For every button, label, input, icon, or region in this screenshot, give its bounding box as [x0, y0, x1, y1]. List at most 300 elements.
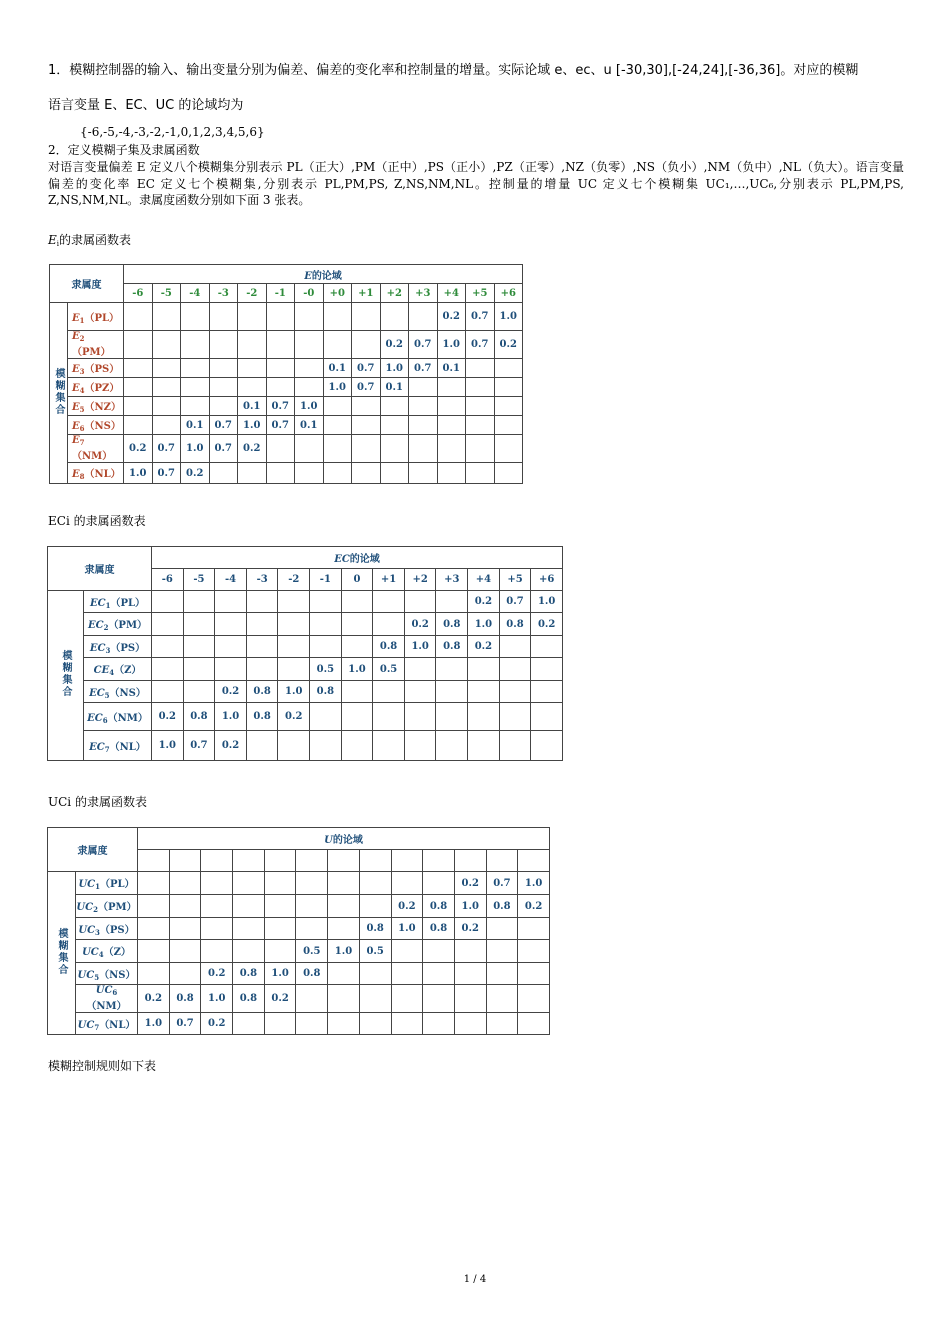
table_uc-tick-label — [264, 850, 296, 872]
table_ec-set-name: $EC_7(NL)$ — [84, 731, 152, 761]
table_uc-tick-label — [486, 850, 518, 872]
membership-cell: 0.1 — [238, 397, 267, 416]
table_uc-set-name: $UC_7(NL)$ — [76, 1013, 138, 1035]
table_ec-set-name: $EC_6(NM)$ — [84, 703, 152, 731]
domain-set: {-6,-5,-4,-3,-2,-1,0,1,2,3,4,5,6} — [80, 125, 265, 139]
table_uc-tick-label — [454, 850, 486, 872]
membership-cell: 0.2 — [201, 1013, 233, 1035]
table_e-tick-label: +1 — [352, 284, 381, 303]
table_ec-tick-label: -3 — [246, 569, 278, 591]
table_e-side-label: 模糊集合 — [50, 303, 68, 484]
table_uc-set-name: $UC_4(Z)$ — [76, 940, 138, 963]
membership-cell — [295, 435, 324, 463]
membership-cell — [518, 918, 550, 940]
membership-cell — [266, 463, 295, 484]
membership-cell — [209, 303, 238, 331]
membership-cell — [409, 435, 438, 463]
table_e-tick-label: +0 — [323, 284, 352, 303]
table_uc-tick-label — [328, 850, 360, 872]
table-e-membership — [49, 264, 523, 484]
table_ec-tick-label: -4 — [215, 569, 247, 591]
table_uc-tick-label — [296, 850, 328, 872]
table-row — [48, 895, 550, 918]
membership-cell — [468, 658, 500, 681]
membership-cell — [152, 636, 184, 658]
membership-cell — [436, 731, 468, 761]
membership-cell — [169, 895, 201, 918]
membership-cell — [499, 658, 531, 681]
membership-cell — [341, 703, 373, 731]
membership-cell — [183, 591, 215, 613]
membership-cell — [499, 731, 531, 761]
table_e-tick-label: +2 — [380, 284, 409, 303]
membership-cell — [328, 963, 360, 985]
membership-cell — [296, 1013, 328, 1035]
membership-cell — [233, 918, 265, 940]
table_e-set-name: $E_2(PM)$ — [68, 331, 124, 359]
membership-cell — [466, 463, 495, 484]
membership-cell — [295, 331, 324, 359]
membership-cell: 1.0 — [215, 703, 247, 731]
membership-cell — [138, 963, 170, 985]
membership-cell — [233, 895, 265, 918]
membership-cell: 0.2 — [494, 331, 523, 359]
table_uc-tick-label — [169, 850, 201, 872]
table_ec-tick-label: -2 — [278, 569, 310, 591]
membership-cell: 0.2 — [468, 591, 500, 613]
membership-cell: 1.0 — [124, 463, 153, 484]
membership-cell — [238, 331, 267, 359]
membership-cell — [138, 940, 170, 963]
table-row — [50, 378, 523, 397]
table-row — [50, 416, 523, 435]
membership-cell — [295, 359, 324, 378]
membership-cell — [323, 303, 352, 331]
membership-cell — [518, 985, 550, 1013]
table-row — [48, 731, 563, 761]
membership-cell — [152, 359, 181, 378]
membership-cell — [391, 985, 423, 1013]
membership-cell — [233, 940, 265, 963]
table_uc-tick-label — [518, 850, 550, 872]
membership-cell — [359, 872, 391, 895]
membership-cell — [409, 378, 438, 397]
membership-cell — [310, 731, 342, 761]
membership-cell — [359, 895, 391, 918]
membership-cell — [238, 463, 267, 484]
membership-cell — [266, 435, 295, 463]
membership-cell: 1.0 — [201, 985, 233, 1013]
membership-cell — [124, 359, 153, 378]
membership-cell: 0.1 — [437, 359, 466, 378]
membership-cell: 0.2 — [152, 703, 184, 731]
membership-cell: 0.5 — [373, 658, 405, 681]
membership-cell — [454, 985, 486, 1013]
membership-cell — [352, 303, 381, 331]
membership-cell — [359, 985, 391, 1013]
membership-cell: 0.7 — [152, 435, 181, 463]
membership-cell — [380, 435, 409, 463]
membership-cell: 0.8 — [359, 918, 391, 940]
membership-cell — [373, 613, 405, 636]
membership-cell: 0.8 — [486, 895, 518, 918]
membership-cell — [531, 636, 563, 658]
membership-cell — [152, 303, 181, 331]
table_e-set-name: $E_1(PL)$ — [68, 303, 124, 331]
table_e-set-name: $E_8(NL)$ — [68, 463, 124, 484]
membership-cell: 1.0 — [341, 658, 373, 681]
membership-cell: 1.0 — [328, 940, 360, 963]
membership-cell — [238, 359, 267, 378]
table_e-tick-label: +5 — [466, 284, 495, 303]
membership-cell — [152, 378, 181, 397]
membership-cell: 0.8 — [423, 895, 455, 918]
membership-cell — [454, 963, 486, 985]
membership-cell: 0.2 — [138, 985, 170, 1013]
table_ec-set-name: $EC_5(NS)$ — [84, 681, 152, 703]
table_ec-set-name: $CE_4(Z)$ — [84, 658, 152, 681]
membership-cell — [486, 963, 518, 985]
membership-cell: 0.5 — [310, 658, 342, 681]
section-2-paragraph: 对语言变量偏差 E 定义八个模糊集分别表示 PL（正大）,PM（正中）,PS（正小）,PZ（正零）,NZ（负零）,NS（负小）,NM（负中）,NL（负大）。语言变量偏差的变化率 EC 定义七个模糊集,分别表示 PL,PM,PS, Z,NS,NM,NL。控制量的增量 UC 定义七个模糊集 UC₁,…,UC₆,分别表示 PL,PM,PS, Z,NS,NM,NL。隶属度函数分别如下面 3 张表。 — [48, 160, 904, 207]
membership-cell — [454, 1013, 486, 1035]
membership-cell — [264, 872, 296, 895]
table-row — [48, 872, 550, 895]
membership-cell — [124, 331, 153, 359]
membership-cell — [423, 872, 455, 895]
membership-cell: 1.0 — [518, 872, 550, 895]
table_e-tick-label: -6 — [124, 284, 153, 303]
membership-cell — [423, 985, 455, 1013]
membership-cell — [296, 872, 328, 895]
membership-cell: 0.2 — [201, 963, 233, 985]
membership-cell: 1.0 — [278, 681, 310, 703]
membership-cell — [323, 416, 352, 435]
table_ec-tick-label: +1 — [373, 569, 405, 591]
membership-cell — [138, 872, 170, 895]
membership-cell: 0.2 — [468, 636, 500, 658]
membership-cell: 0.2 — [215, 731, 247, 761]
table_ec-set-name: $EC_2(PM)$ — [84, 613, 152, 636]
section-2-heading: 2．定义模糊子集及隶属函数 — [48, 143, 200, 157]
membership-cell — [296, 895, 328, 918]
membership-cell: 1.0 — [138, 1013, 170, 1035]
table_ec-set-name: $EC_1(PL)$ — [84, 591, 152, 613]
membership-cell — [238, 303, 267, 331]
membership-cell: 0.8 — [296, 963, 328, 985]
membership-cell: 0.2 — [437, 303, 466, 331]
table_ec-corner-label: 隶属度 — [48, 547, 152, 591]
membership-cell: 1.0 — [323, 378, 352, 397]
table_uc-tick-label — [233, 850, 265, 872]
membership-cell — [246, 658, 278, 681]
membership-cell — [466, 416, 495, 435]
table_e-tick-label: -3 — [209, 284, 238, 303]
membership-cell — [404, 681, 436, 703]
table_uc-set-name: $UC_6(NM)$ — [76, 985, 138, 1013]
membership-cell — [380, 463, 409, 484]
membership-cell: 1.0 — [468, 613, 500, 636]
membership-cell — [323, 463, 352, 484]
table-row — [48, 681, 563, 703]
membership-cell — [181, 397, 210, 416]
membership-cell — [466, 397, 495, 416]
membership-cell: 1.0 — [454, 895, 486, 918]
membership-cell — [209, 397, 238, 416]
membership-cell — [181, 378, 210, 397]
membership-cell: 0.2 — [404, 613, 436, 636]
membership-cell — [531, 703, 563, 731]
membership-cell — [201, 872, 233, 895]
membership-cell — [494, 359, 523, 378]
membership-cell — [323, 397, 352, 416]
membership-cell — [323, 435, 352, 463]
membership-cell — [436, 703, 468, 731]
table_ec-tick-label: -5 — [183, 569, 215, 591]
membership-cell: 0.8 — [499, 613, 531, 636]
membership-cell — [209, 378, 238, 397]
membership-cell — [499, 703, 531, 731]
membership-cell — [404, 731, 436, 761]
membership-cell: 0.7 — [466, 331, 495, 359]
table_ec-tick-label: -6 — [152, 569, 184, 591]
table-row — [48, 1013, 550, 1035]
table_ec-tick-label: +5 — [499, 569, 531, 591]
membership-cell — [391, 940, 423, 963]
membership-cell: 0.7 — [499, 591, 531, 613]
membership-cell — [468, 703, 500, 731]
membership-cell — [264, 1013, 296, 1035]
table-row — [48, 658, 563, 681]
membership-cell — [494, 435, 523, 463]
membership-cell — [531, 731, 563, 761]
table_e-set-name: $E_3(PS)$ — [68, 359, 124, 378]
membership-cell — [437, 378, 466, 397]
membership-cell — [310, 591, 342, 613]
membership-cell — [409, 463, 438, 484]
membership-cell — [518, 963, 550, 985]
membership-cell: 0.2 — [264, 985, 296, 1013]
membership-cell — [341, 636, 373, 658]
table_uc-set-name: $UC_1(PL)$ — [76, 872, 138, 895]
table-row — [48, 963, 550, 985]
membership-cell: 1.0 — [404, 636, 436, 658]
table_uc-tick-label — [391, 850, 423, 872]
membership-cell: 1.0 — [181, 435, 210, 463]
membership-cell — [391, 1013, 423, 1035]
membership-cell — [310, 613, 342, 636]
membership-cell — [152, 397, 181, 416]
page-number: 1 / 4 — [463, 1274, 487, 1285]
membership-cell — [183, 636, 215, 658]
table-row — [50, 359, 523, 378]
membership-cell — [169, 918, 201, 940]
table_e-tick-label: +4 — [437, 284, 466, 303]
membership-cell: 0.2 — [531, 613, 563, 636]
membership-cell — [201, 895, 233, 918]
membership-cell — [278, 658, 310, 681]
membership-cell — [409, 416, 438, 435]
membership-cell — [486, 918, 518, 940]
membership-cell — [352, 416, 381, 435]
membership-cell — [341, 681, 373, 703]
membership-cell — [391, 872, 423, 895]
membership-cell — [494, 397, 523, 416]
table-row — [48, 940, 550, 963]
membership-cell — [437, 463, 466, 484]
table_ec-side-label: 模糊集合 — [48, 591, 84, 761]
membership-cell — [295, 463, 324, 484]
table-row — [48, 703, 563, 731]
membership-cell — [436, 658, 468, 681]
membership-cell: 0.8 — [373, 636, 405, 658]
membership-cell — [296, 918, 328, 940]
table_uc-tick-label — [359, 850, 391, 872]
table_e-tick-label: -5 — [152, 284, 181, 303]
membership-cell — [352, 397, 381, 416]
membership-cell — [246, 636, 278, 658]
membership-cell: 0.2 — [454, 872, 486, 895]
membership-cell — [359, 963, 391, 985]
membership-cell — [124, 416, 153, 435]
table-ec-caption: ECi 的隶属函数表 — [48, 514, 146, 528]
membership-cell — [310, 703, 342, 731]
membership-cell — [423, 1013, 455, 1035]
table-row — [50, 435, 523, 463]
membership-cell: 0.2 — [278, 703, 310, 731]
membership-cell: 1.0 — [295, 397, 324, 416]
membership-cell — [246, 613, 278, 636]
membership-cell — [246, 591, 278, 613]
membership-cell — [183, 658, 215, 681]
membership-cell — [278, 613, 310, 636]
membership-cell — [264, 940, 296, 963]
table_uc-side-label: 模糊集合 — [48, 872, 76, 1035]
membership-cell — [152, 681, 184, 703]
membership-cell — [437, 416, 466, 435]
membership-cell — [466, 435, 495, 463]
membership-cell — [183, 681, 215, 703]
membership-cell: 0.8 — [183, 703, 215, 731]
table_e-tick-label: +3 — [409, 284, 438, 303]
membership-cell — [454, 940, 486, 963]
table_uc-domain-title: U的论域 — [138, 828, 550, 850]
membership-cell — [436, 681, 468, 703]
membership-cell: 0.7 — [152, 463, 181, 484]
membership-cell — [215, 658, 247, 681]
membership-cell — [499, 636, 531, 658]
membership-cell — [328, 1013, 360, 1035]
membership-cell — [215, 636, 247, 658]
membership-cell — [296, 985, 328, 1013]
membership-cell — [215, 613, 247, 636]
membership-cell — [486, 985, 518, 1013]
membership-cell: 0.1 — [181, 416, 210, 435]
membership-cell: 0.1 — [380, 378, 409, 397]
membership-cell — [266, 331, 295, 359]
membership-cell — [264, 918, 296, 940]
table-ec-membership — [47, 546, 563, 761]
membership-cell — [169, 963, 201, 985]
membership-cell — [409, 303, 438, 331]
membership-cell — [266, 303, 295, 331]
membership-cell — [152, 658, 184, 681]
membership-cell — [359, 1013, 391, 1035]
membership-cell — [341, 591, 373, 613]
rules-caption: 模糊控制规则如下表 — [48, 1059, 157, 1073]
table_ec-tick-label: +6 — [531, 569, 563, 591]
membership-cell — [486, 1013, 518, 1035]
membership-cell — [380, 416, 409, 435]
membership-cell: 0.8 — [169, 985, 201, 1013]
membership-cell — [181, 359, 210, 378]
table-e-caption: $E_i$的隶属函数表 — [48, 233, 132, 248]
membership-cell — [238, 378, 267, 397]
membership-cell — [468, 731, 500, 761]
membership-cell: 0.8 — [310, 681, 342, 703]
membership-cell — [295, 303, 324, 331]
membership-cell — [380, 397, 409, 416]
membership-cell — [373, 703, 405, 731]
table_e-tick-label: +6 — [494, 284, 523, 303]
membership-cell: 1.0 — [531, 591, 563, 613]
membership-cell: 0.8 — [246, 681, 278, 703]
membership-cell — [466, 359, 495, 378]
membership-cell: 0.2 — [391, 895, 423, 918]
membership-cell: 1.0 — [152, 731, 184, 761]
membership-cell: 0.2 — [181, 463, 210, 484]
table_uc-corner-label: 隶属度 — [48, 828, 138, 872]
membership-cell — [352, 331, 381, 359]
membership-cell — [423, 963, 455, 985]
membership-cell — [209, 359, 238, 378]
membership-cell — [209, 463, 238, 484]
table-row — [48, 918, 550, 940]
membership-cell — [138, 895, 170, 918]
membership-cell — [124, 303, 153, 331]
membership-cell: 0.2 — [124, 435, 153, 463]
membership-cell — [152, 416, 181, 435]
membership-cell: 0.8 — [233, 963, 265, 985]
membership-cell — [391, 963, 423, 985]
membership-cell — [409, 397, 438, 416]
membership-cell: 0.2 — [380, 331, 409, 359]
membership-cell — [201, 940, 233, 963]
membership-cell — [152, 331, 181, 359]
membership-cell: 0.7 — [352, 359, 381, 378]
table_e-tick-label: -2 — [238, 284, 267, 303]
table_uc-set-name: $UC_3(PS)$ — [76, 918, 138, 940]
membership-cell — [233, 1013, 265, 1035]
membership-cell — [181, 331, 210, 359]
membership-cell — [373, 731, 405, 761]
membership-cell: 0.7 — [266, 416, 295, 435]
membership-cell: 0.7 — [169, 1013, 201, 1035]
table_e-set-name: $E_4(PZ)$ — [68, 378, 124, 397]
table-row — [50, 397, 523, 416]
table_e-corner-label: 隶属度 — [50, 265, 124, 303]
membership-cell — [380, 303, 409, 331]
membership-cell — [494, 416, 523, 435]
membership-cell — [423, 940, 455, 963]
table_uc-tick-label — [138, 850, 170, 872]
membership-cell: 0.7 — [409, 359, 438, 378]
membership-cell — [373, 681, 405, 703]
membership-cell — [201, 918, 233, 940]
membership-cell — [494, 378, 523, 397]
membership-cell: 0.2 — [238, 435, 267, 463]
membership-cell — [352, 435, 381, 463]
